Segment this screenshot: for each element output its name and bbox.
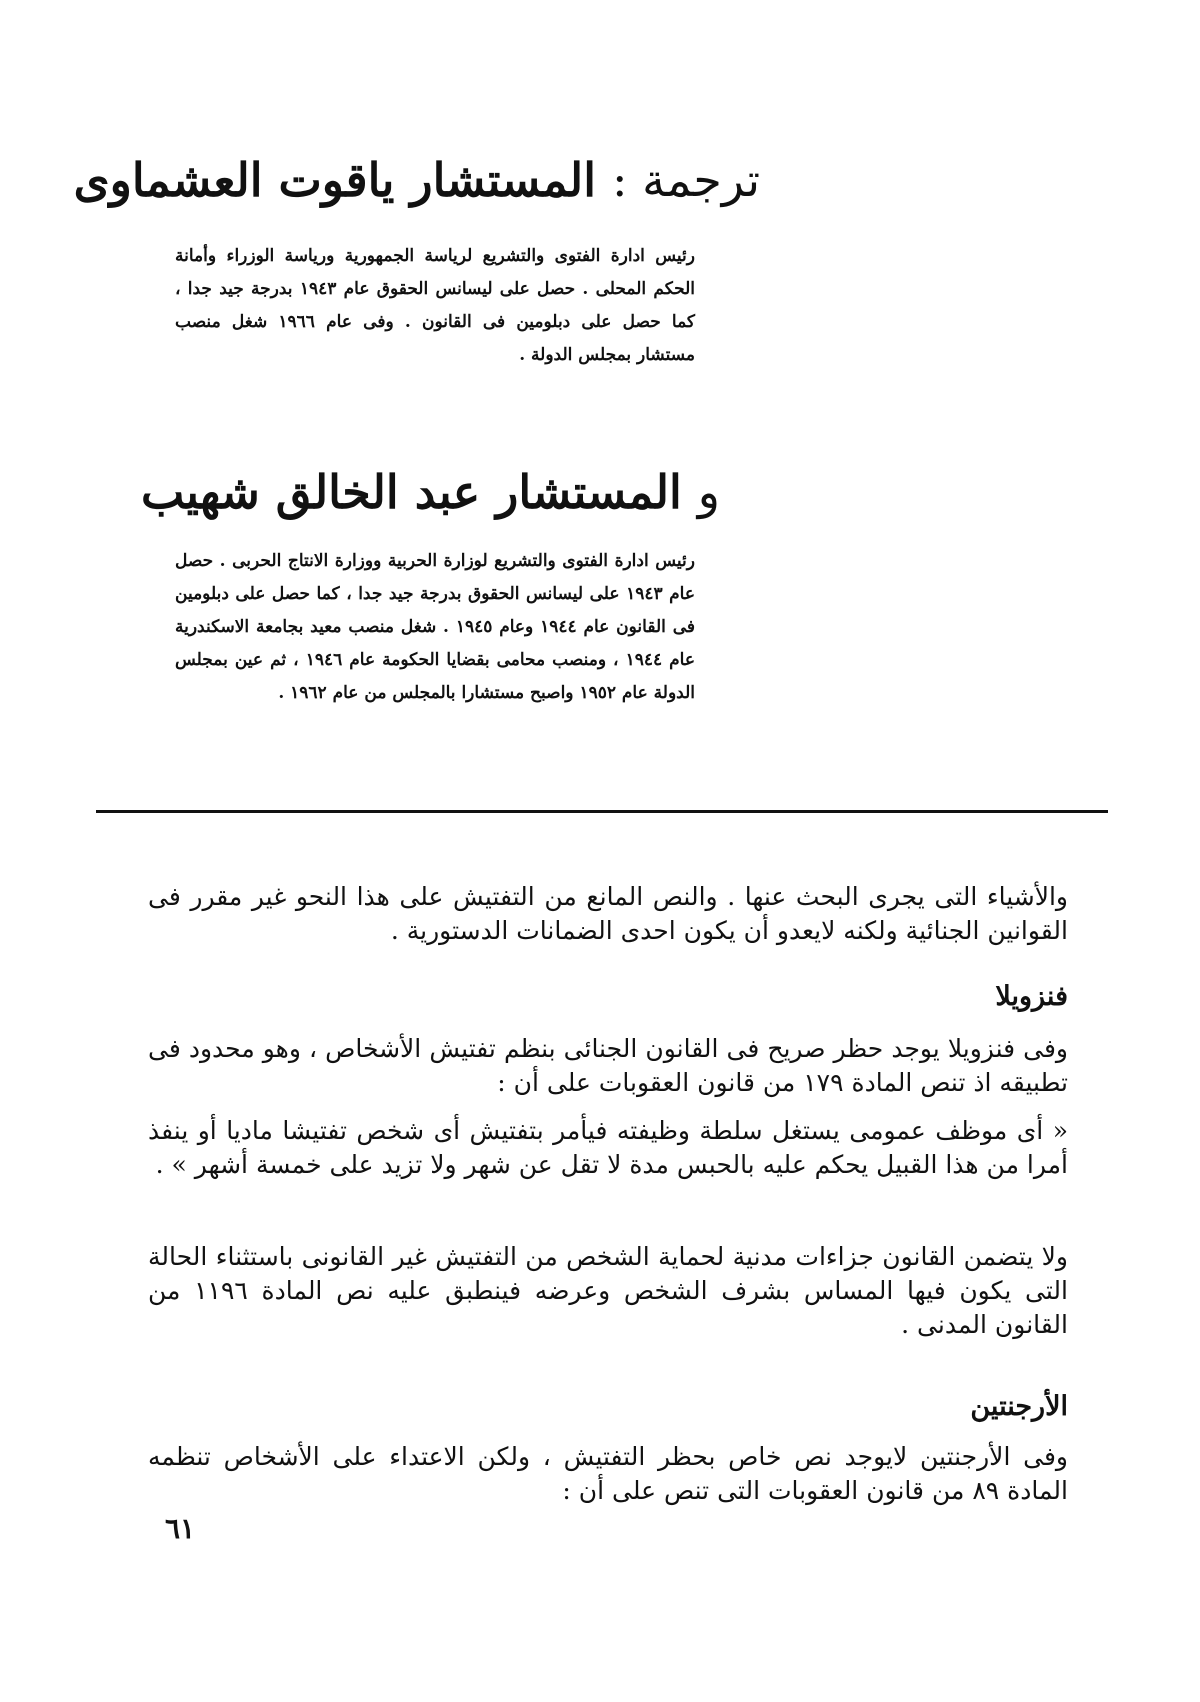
venezuela-heading: فنزويلا [995,981,1068,1012]
page-number: ٦١ [165,1512,196,1545]
section-divider [96,810,1108,813]
translator-credit-2-bio: رئيس ادارة الفتوى والتشريع لوزارة الحربية ووزارة الانتاج الحربى . حصل عام ١٩٤٣ على ليسانس الحقوق بدرجة جيد جدا ، كما حصل على دبلومين فى القانون عام ١٩٤٤ وعام ١٩٤٥ . شغل منصب معيد بجامعة الاسكندرية عام ١٩٤٤ ، ومنصب محامى بقضايا الحكومة عام ١٩٤٦ ، ثم عين بمجلس الدولة عام ١٩٥٢ واصبح مستشارا بالمجلس من عام ١٩٦٢ . [175,551,695,703]
translator-credit-1-prefix: ترجمة : [612,153,760,207]
venezuela-paragraph-2: ولا يتضمن القانون جزاءات مدنية لحماية الشخص من التفتيش غير القانونى باستثناء الحالة التى يكون فيها المساس بشرف الشخص وعرضه فينطبق عليه نص المادة ١١٩٦ من القانون المدنى . [148,1242,1068,1339]
translator-credit-2-title [100,462,720,522]
argentina-heading: الأرجنتين [970,1391,1068,1422]
translator-credit-1-bio: رئيس ادارة الفتوى والتشريع لرياسة الجمهورية ورياسة الوزراء وأمانة الحكم المحلى . حصل على ليسانس الحقوق عام ١٩٤٣ بدرجة جيد جدا ، كما حصل على دبلومين فى القانون . وفى عام ١٩٦٦ شغل منصب مستشار بمجلس الدولة . [175,246,695,365]
intro-paragraph: والأشياء التى يجرى البحث عنها . والنص المانع من التفتيش على هذا النحو غير مقرر فى القوانين الجنائية ولكنه لايعدو أن يكون احدى الضمانات الدستورية . [148,882,1068,945]
venezuela-quote: « أى موظف عمومى يستغل سلطة وظيفته فيأمر بتفتيش أى شخص تفتيشا ماديا أو ينفذ أمرا من هذا القبيل يحكم عليه بالحبس مدة لا تقل عن شهر ولا تزيد على خمسة أشهر » . [148,1116,1068,1179]
translator-credit-1-title [73,150,760,210]
translator-credit-1-name: المستشار ياقوت العشماوى [73,153,596,207]
argentina-paragraph-1: وفى الأرجنتين لايوجد نص خاص بحظر التفتيش ، ولكن الاعتداء على الأشخاص تنظمه المادة ٨٩ من قانون العقوبات التى تنص على أن : [148,1442,1068,1505]
translator-credit-2-prefix: و [697,465,720,519]
translator-credit-2-name: المستشار عبد الخالق شهيب [140,465,682,519]
venezuela-paragraph-1: وفى فنزويلا يوجد حظر صريح فى القانون الجنائى بنظم تفتيش الأشخاص ، وهو محدود فى تطبيقه اذ تنص المادة ١٧٩ من قانون العقوبات على أن : [148,1034,1068,1097]
